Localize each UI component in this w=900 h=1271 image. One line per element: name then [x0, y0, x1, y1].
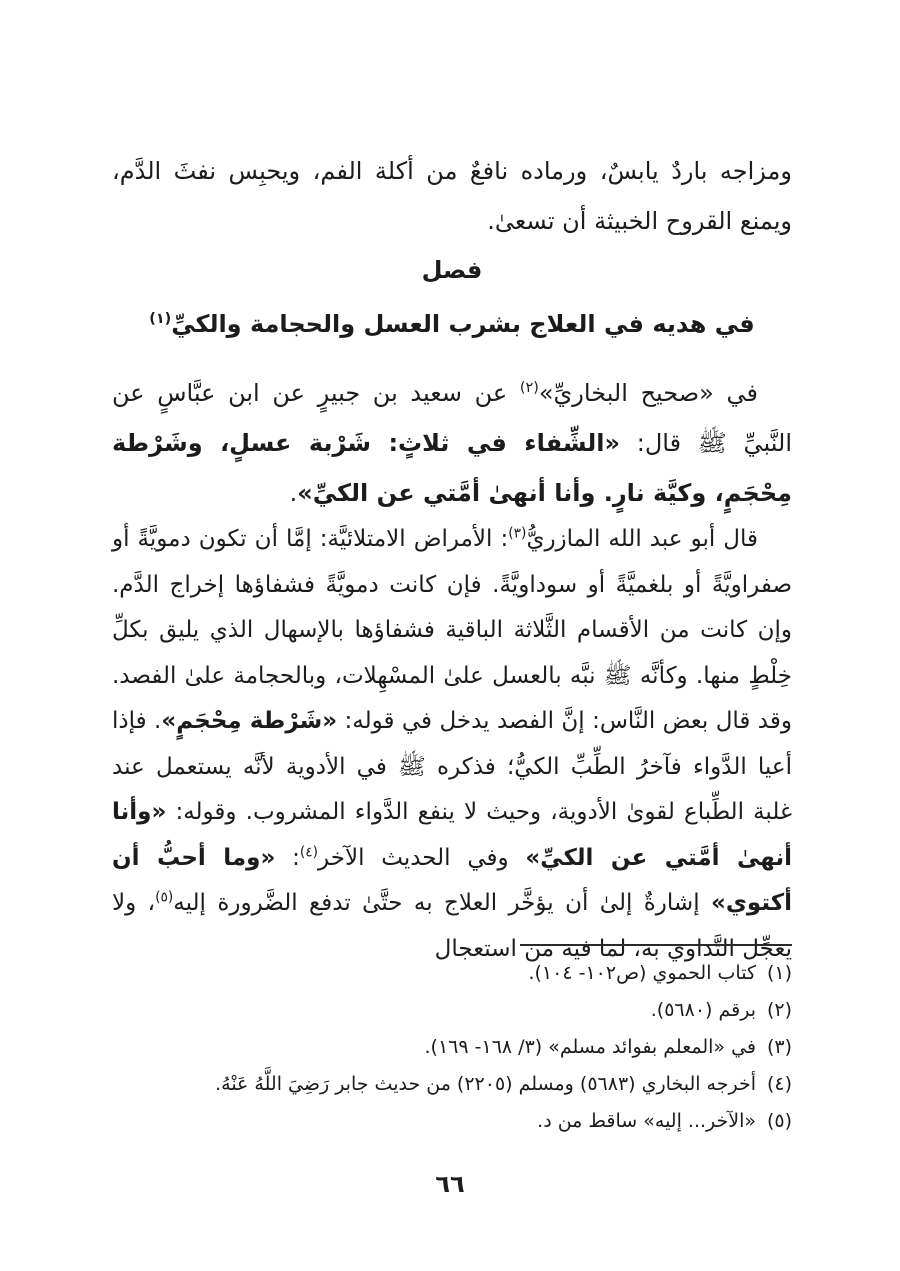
footnote-divider [520, 944, 792, 946]
footnote-number: (٥) [766, 1110, 792, 1132]
para2-text: : الأمراض الامتلائيَّة: إمَّا أن تكون دمويَّةً أو صفراويَّةً أو بلغميَّةً أو سوداويَّةً. فإن كانت دمويَّةً فشفاؤها إخراج الدَّم. وإن كانت من الأقسام الثَّلاثة الباقية فشفاؤها بالإسهال الذي يليق بكلِّ خِلْطٍ منها. وكأنَّه ﷺ نبَّه بالعسل علىٰ المسْهِلات، وبالحجامة علىٰ الفصد. وقد قال بعض النَّاس: إنَّ الفصد يدخل في قوله: [112, 526, 792, 734]
footnote-item [112, 1066, 792, 1103]
footnote-text: في «المعلم بفوائد مسلم» (٣/ ١٦٨- ١٦٩). [424, 1036, 756, 1058]
para2-text: وفي الحديث الآخر [318, 844, 526, 871]
footnote-ref-2: (٢) [519, 380, 539, 396]
footnote-item [112, 992, 792, 1029]
para2-text: : [275, 844, 300, 871]
footnote-text: كتاب الحموي (ص١٠٢- ١٠٤). [528, 962, 756, 984]
footnote-number: (٣) [766, 1036, 792, 1058]
section-subheading [112, 302, 792, 346]
para2-text: . فإذا أعيا الدَّواء فآخرُ الطِّبِّ الكيُّ؛ فذكره ﷺ في الأدوية لأنَّه يستعمل عند غلبة الطِّباع لقوىٰ الأدوية، وحيث لا ينفع الدَّواء المشروب. وقوله: [112, 708, 792, 825]
commentary-paragraph [112, 517, 792, 972]
para2-text: قال أبو عبد الله المازريُّ [526, 526, 758, 552]
footnote-ref-4: (٤) [299, 843, 319, 860]
para1-text: عن سعيد بن جبيرٍ عن ابن عبَّاسٍ عن النَّبيِّ ﷺ قال: [112, 379, 792, 457]
footnote-item [112, 955, 792, 992]
page-number: ٦٦ [435, 1170, 465, 1198]
quote-cupping: «شَرْطة مِحْجَمٍ» [161, 708, 338, 734]
quote-prohibit: «وأنا أنهىٰ أمَّتي عن الكيِّ» [112, 799, 792, 871]
section-heading: فصل [421, 256, 483, 284]
hadith-quote: «الشِّفاء في ثلاثٍ: شَرْبة عسلٍ، وشَرْطة مِحْجَمٍ، وكيَّة نارٍ. وأنا أنهىٰ أمَّتي عن الكيِّ» [112, 429, 792, 507]
footnote-text: برقم (٥٦٨٠). [650, 999, 756, 1021]
quote-cauterize: «وما أحبُّ أن أكتوي» [112, 844, 792, 916]
para2-text: إشارةٌ إلىٰ أن يؤخَّر العلاج به حتَّىٰ تدفع الضَّرورة إليه [173, 890, 711, 916]
para2-text: ، ولا يعجِّل التَّداوي به، لما فيه من استعجال [112, 890, 792, 962]
para1-text: في «صحيح البخاريِّ» [538, 379, 758, 407]
footnote-text: «الآخر... إليه» ساقط من د. [537, 1110, 756, 1132]
footnote-item [112, 1103, 792, 1140]
footnote-number: (١) [766, 962, 792, 984]
intro-paragraph: ومزاجه باردٌ يابسٌ، ورماده نافعٌ من أكلة الفم، ويحبِس نفثَ الدَّم، ويمنع القروح الخبيثة أن تسعىٰ. [112, 157, 792, 235]
footnotes [112, 955, 792, 1140]
footnote-number: (٢) [766, 999, 792, 1021]
footnote-text: أخرجه البخاري (٥٦٨٣) ومسلم (٢٢٠٥) من حديث جابر رَضِيَ اللَّهُ عَنْهُ. [215, 1073, 756, 1095]
footnote-ref-1: (١) [149, 311, 172, 327]
footnote-ref-5: (٥) [155, 889, 174, 906]
footnote-ref-3: (٣) [508, 525, 527, 542]
footnote-number: (٤) [766, 1073, 792, 1095]
subheading-text: في هديه في العلاج بشرب العسل والحجامة والكيِّ [171, 310, 755, 338]
hadith-paragraph [112, 368, 792, 518]
para1-text: . [289, 479, 298, 507]
footnote-item [112, 1029, 792, 1066]
